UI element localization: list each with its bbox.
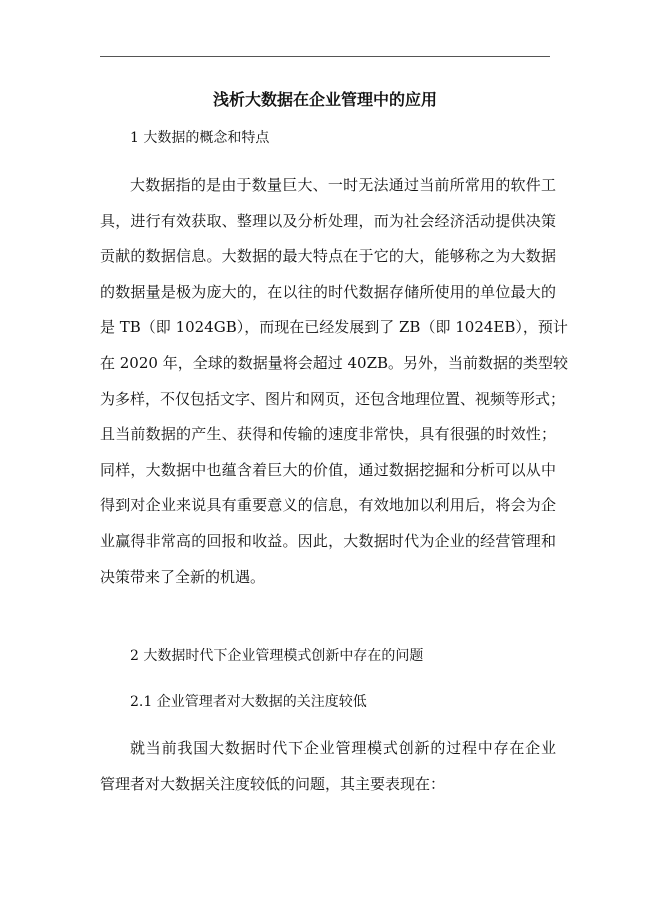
paragraph-line: 就当前我国大数据时代下企业管理模式创新的过程中存在企业 — [130, 739, 556, 757]
paragraph-line: 大数据指的是由于数量巨大、一时无法通过当前所常用的软件工 — [130, 176, 556, 194]
section-heading-2-1: 2.1 企业管理者对大数据的关注度较低 — [130, 694, 367, 710]
paragraph-line: 业赢得非常高的回报和收益。因此，大数据时代为企业的经营管理和 — [100, 531, 556, 550]
header-rule — [100, 56, 550, 57]
paragraph-line: 在 2020 年，全球的数据量将会超过 40ZB。另外，当前数据的类型较 — [100, 353, 569, 372]
paragraph-line: 是 TB（即 1024GB），而现在已经发展到了 ZB（即 1024EB），预计 — [100, 318, 568, 337]
paragraph-line: 具，进行有效获取、整理以及分析处理，而为社会经济活动提供决策 — [100, 211, 556, 230]
paragraph-line: 为多样，不仅包括文字、图片和网页，还包含地理位置、视频等形式； — [100, 389, 566, 408]
paragraph-line: 决策带来了全新的机遇。 — [100, 567, 266, 586]
paragraph-line: 贡献的数据信息。大数据的最大特点在于它的大，能够称之为大数据 — [100, 247, 556, 266]
paragraph-line: 同样，大数据中也蕴含着巨大的价值，通过数据挖掘和分析可以从中 — [100, 460, 556, 479]
paragraph-1 — [100, 175, 569, 602]
paragraph-line: 管理者对大数据关注度较低的问题，其主要表现在： — [100, 774, 446, 793]
section-heading-1: 1 大数据的概念和特点 — [130, 130, 270, 146]
paragraph-line: 且当前数据的产生、获得和传输的速度非常快，具有很强的时效性； — [100, 425, 556, 444]
paragraph-2 — [100, 738, 556, 809]
paragraph-line: 的数据量是极为庞大的，在以往的时代数据存储所使用的单位最大的 — [100, 282, 556, 301]
document-title: 浅析大数据在企业管理中的应用 — [212, 90, 437, 109]
paragraph-line: 得到对企业来说具有重要意义的信息，有效地加以利用后，将会为企 — [100, 496, 556, 515]
section-heading-2: 2 大数据时代下企业管理模式创新中存在的问题 — [130, 648, 424, 664]
